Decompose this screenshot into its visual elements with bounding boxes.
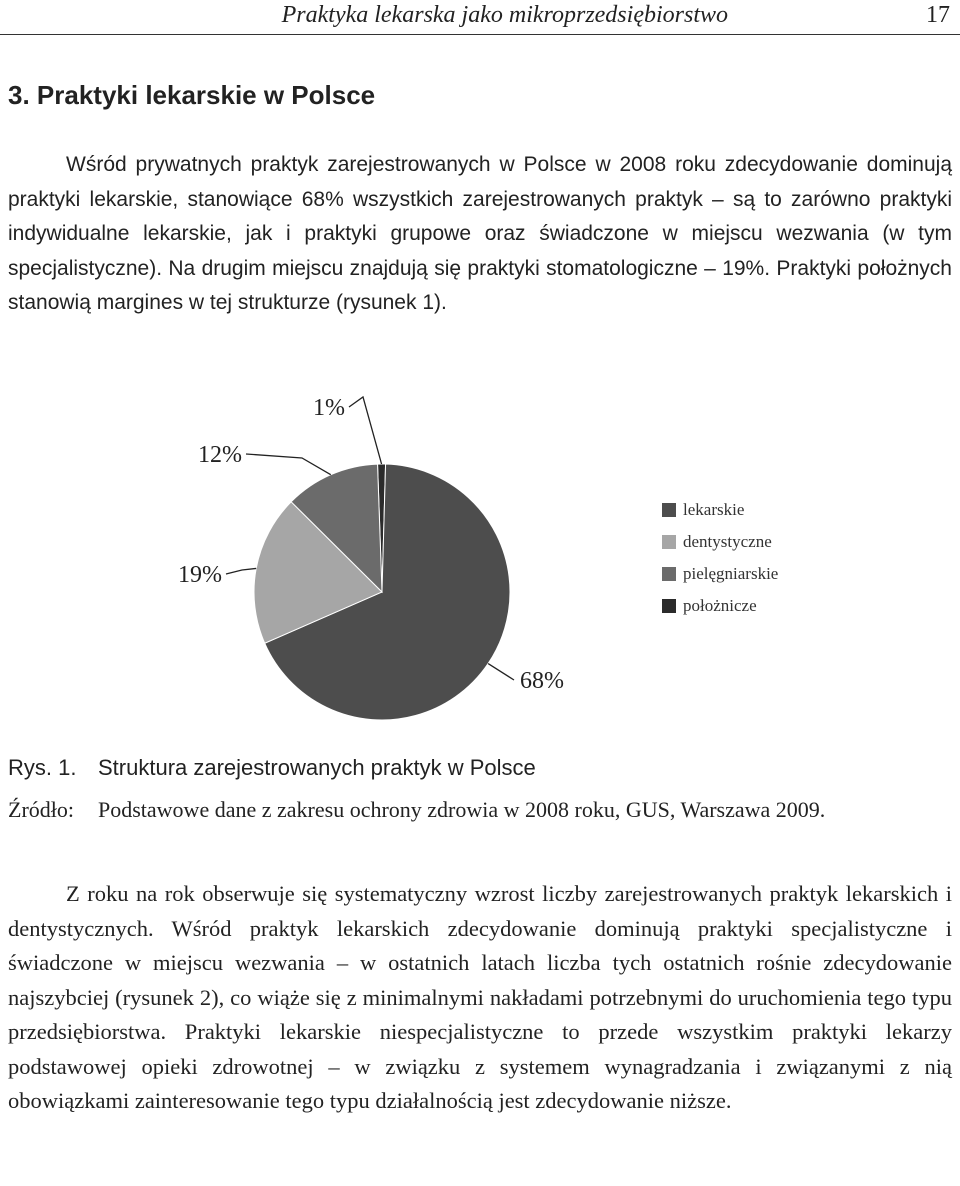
source-label: Źródło: (8, 797, 74, 822)
leader-line-dentystyczne (226, 568, 256, 574)
legend-swatch-lekarskie (662, 503, 676, 517)
leader-line-lekarskie (488, 664, 514, 680)
pie-chart (0, 380, 960, 750)
section-heading: 3. Praktyki lekarskie w Polsce (8, 80, 376, 110)
legend-swatch-dentystyczne (662, 535, 676, 549)
legend-label-położnicze: położnicze (683, 596, 757, 615)
source-text: Podstawowe dane z zakresu ochrony zdrowia w 2008 roku, GUS, Warszawa 2009. (98, 797, 826, 822)
figure-caption (8, 755, 536, 781)
paragraph-1: Wśród prywatnych praktyk zarejestrowanych w Polsce w 2008 roku zdecydowanie dominują praktyki lekarskie, stanowiące 68% wszystkich zarejestrowanych praktyk – są to zarówno praktyki indywidualne lekarskie, jak i praktyki grupowe oraz świadczone w miejscu wezwania (w tym specjalistyczne). Na drugim miejscu znajdują się praktyki stomatologiczne – 19%. Praktyki położnych stanowią margines w tej strukturze (rysunek 1). (8, 153, 952, 314)
caption-text: Struktura zarejestrowanych praktyk w Polsce (98, 755, 536, 780)
data-label-położnicze: 1% (313, 395, 345, 421)
legend-swatch-pielęgniarskie (662, 567, 676, 581)
legend (662, 500, 778, 615)
running-header (0, 0, 960, 35)
data-label-lekarskie: 68% (520, 668, 564, 694)
running-title: Praktyka lekarska jako mikroprzedsiębiorstwo (281, 2, 728, 28)
leader-line-pielęgniarskie (246, 454, 331, 475)
legend-label-dentystyczne: dentystyczne (683, 532, 772, 551)
leader-line-położnicze (349, 397, 382, 464)
data-label-pielęgniarskie: 12% (198, 442, 242, 468)
legend-label-lekarskie: lekarskie (683, 500, 745, 519)
data-label-dentystyczne: 19% (178, 562, 222, 588)
legend-swatch-położnicze (662, 599, 676, 613)
figure-source (8, 797, 825, 823)
legend-label-pielęgniarskie: pielęgniarskie (683, 564, 779, 583)
caption-label: Rys. 1. (8, 755, 77, 780)
page-number: 17 (926, 2, 950, 28)
pie-slices (254, 464, 510, 720)
paragraph-2: Z roku na rok obserwuje się systematyczny wzrost liczby zarejestrowanych praktyk lekarskich i dentystycznych. Wśród praktyk lekarskich zdecydowanie dominują praktyki specjalistyczne i świadczone w miejscu wezwania – w ostatnich latach liczba tych ostatnich rośnie zdecydowanie najszybciej (rysunek 2), co wiąże się z minimalnymi nakładami potrzebnymi do uruchomienia tego typu przedsiębiorstwa. Praktyki lekarskie niespecjalistyczne to przede wszystkim praktyki lekarzy podstawowej opieki zdrowotnej – w związku z systemem wynagradzania i związanymi z nią obowiązkami zainteresowanie tego typu działalnością jest zdecydowanie niższe. (8, 881, 952, 1113)
